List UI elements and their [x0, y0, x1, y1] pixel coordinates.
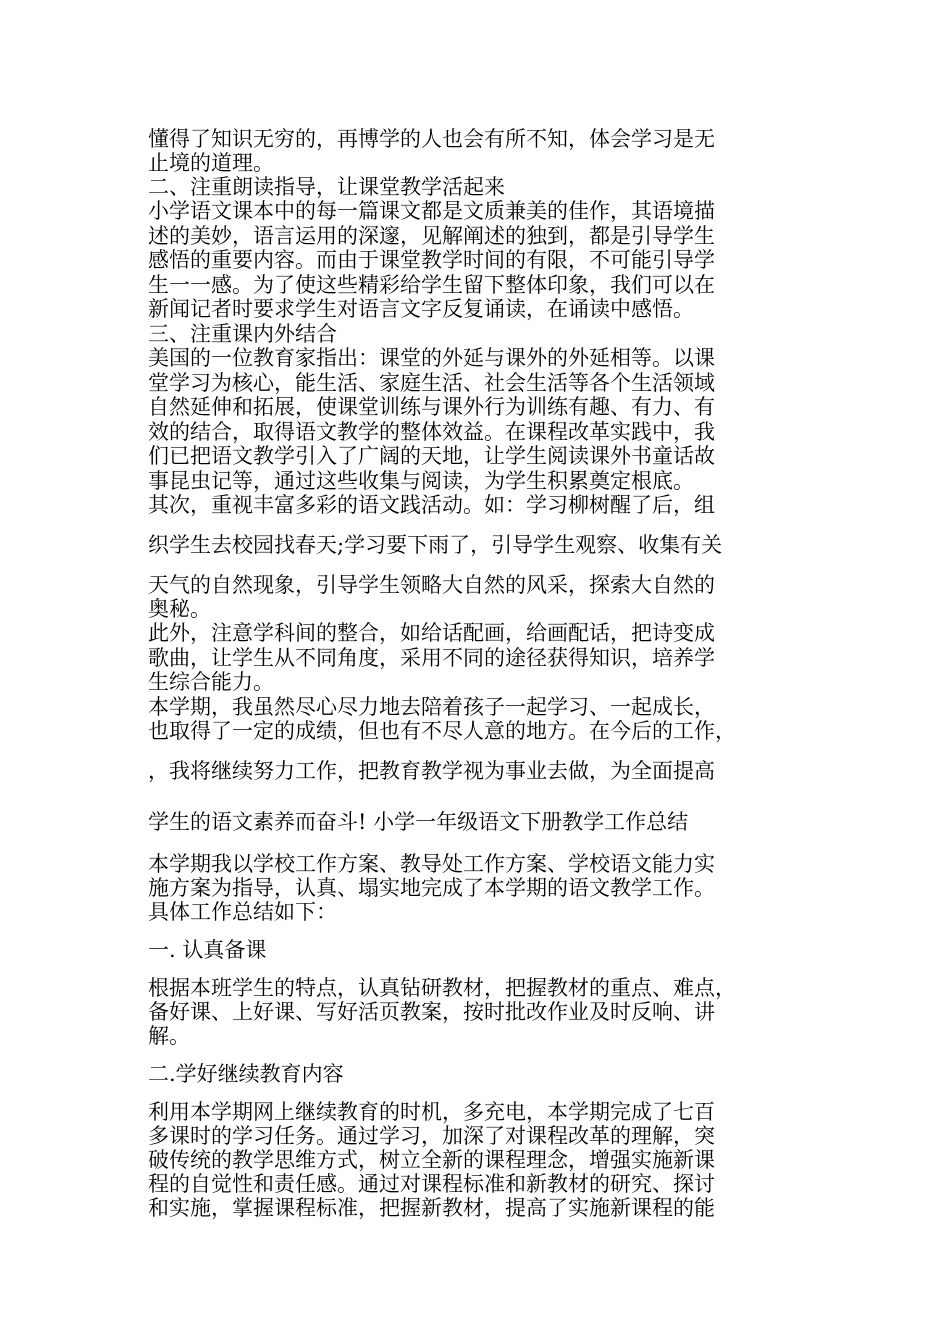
text-line: 和实施，掌握课程标准，把握新教材，提高了实施新课程的能 [148, 1196, 715, 1220]
text-line: 生综合能力。 [148, 670, 274, 694]
text-line: 自然延伸和拓展，使课堂训练与课外行为训练有趣、有力、有 [148, 395, 715, 419]
text-line: 具体工作总结如下： [148, 900, 337, 924]
text-line: 此外，注意学科间的整合，如给话配画，给画配话，把诗变成 [148, 621, 715, 645]
text-line: 美国的一位教育家指出：课堂的外延与课外的外延相等。以课 [148, 346, 715, 370]
text-line: 生一一感。为了使这些精彩给学生留下整体印象，我们可以在 [148, 273, 715, 297]
text-line: ，我将继续努力工作，把教育教学视为事业去做，为全面提高 [148, 759, 715, 783]
text-line: 懂得了知识无穷的，再博学的人也会有所不知，体会学习是无 [148, 127, 715, 151]
text-line: 织学生去校园找春天;学习要下雨了，引导学生观察、收集有关 [148, 533, 723, 557]
text-line: 其次，重视丰富多彩的语文践活动。如：学习柳树醒了后，组 [148, 493, 715, 517]
text-line: 奥秘。 [148, 597, 211, 621]
section-heading: 三、注重课内外结合 [148, 322, 337, 346]
text-line: 也取得了一定的成绩，但也有不尽人意的地方。在今后的工作， [148, 719, 736, 743]
text-line: 破传统的教学思维方式，树立全新的课程理念，增强实施新课 [148, 1148, 715, 1172]
section-heading: 二、注重朗读指导，让课堂教学活起来 [148, 175, 505, 199]
text-line: 们已把语文教学引入了广阔的天地，让学生阅读课外书童话故 [148, 444, 715, 468]
text-line: 小学语文课本中的每一篇课文都是文质兼美的佳作，其语境描 [148, 199, 715, 223]
text-line: 述的美妙，语言运用的深邃，见解阐述的独到，都是引导学生 [148, 224, 715, 248]
text-line: 止境的道理。 [148, 151, 274, 175]
text-line: 多课时的学习任务。通过学习，加深了对课程改革的理解，突 [148, 1124, 715, 1148]
text-line: 天气的自然现象，引导学生领略大自然的风采，探索大自然的 [148, 573, 715, 597]
section-heading: 一. 认真备课 [148, 938, 267, 962]
text-line: 根据本班学生的特点，认真钻研教材，把握教材的重点、难点， [148, 976, 736, 1000]
text-line: 学生的语文素养而奋斗! 小学一年级语文下册教学工作总结 [148, 810, 689, 834]
text-line: 备好课、上好课、写好活页教案，按时批改作业及时反响、讲 [148, 1000, 715, 1024]
text-line: 本学期，我虽然尽心尽力地去陪着孩子一起学习、一起成长， [148, 695, 715, 719]
text-line: 效的结合，取得语文教学的整体效益。在课程改革实践中，我 [148, 420, 715, 444]
text-line: 程的自觉性和责任感。通过对课程标准和新教材的研究、探讨 [148, 1172, 715, 1196]
text-line: 利用本学期网上继续教育的时机，多充电，本学期完成了七百 [148, 1100, 715, 1124]
text-line: 堂学习为核心，能生活、家庭生活、社会生活等各个生活领域 [148, 371, 715, 395]
text-line: 感悟的重要内容。而由于课堂教学时间的有限，不可能引导学 [148, 248, 715, 272]
text-line: 解。 [148, 1024, 190, 1048]
text-line: 歌曲，让学生从不同角度，采用不同的途径获得知识，培养学 [148, 646, 715, 670]
section-heading: 二.学好继续教育内容 [148, 1062, 344, 1086]
text-line: 本学期我以学校工作方案、教导处工作方案、学校语文能力实 [148, 852, 715, 876]
text-line: 事昆虫记等，通过这些收集与阅读，为学生积累奠定根底。 [148, 469, 694, 493]
text-line: 新闻记者时要求学生对语言文字反复诵读，在诵读中感悟。 [148, 297, 694, 321]
text-line: 施方案为指导，认真、塌实地完成了本学期的语文教学工作。 [148, 876, 715, 900]
